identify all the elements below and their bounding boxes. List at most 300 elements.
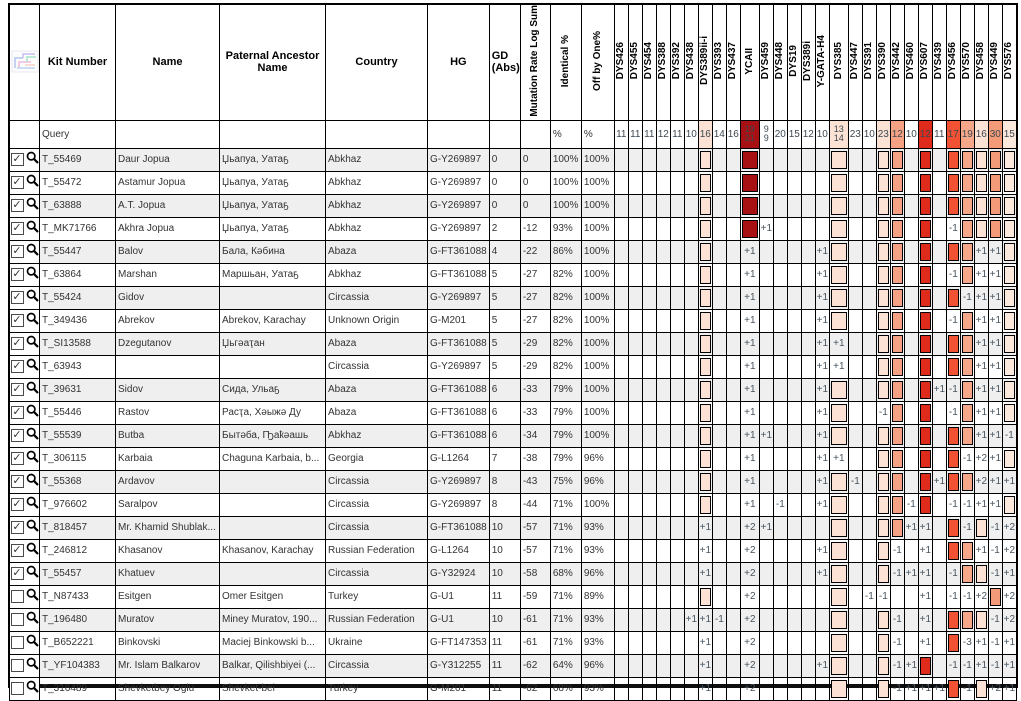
- marker-cell-dys389ii-i: [698, 424, 712, 447]
- marker-deviation: +2: [744, 545, 756, 557]
- marker-cell-dys437: [726, 493, 740, 516]
- marker-cell-dys392: [670, 585, 684, 608]
- gd-cell: 11: [489, 585, 520, 608]
- marker-cell-dys456: [946, 286, 960, 309]
- marker-box: [948, 680, 959, 698]
- hg-cell: G-Y269897: [428, 493, 490, 516]
- row-checkbox[interactable]: ✓: [12, 544, 22, 557]
- gd-cell: 6: [489, 378, 520, 401]
- row-select-cell: [10, 631, 40, 654]
- marker-cell-dys388: [656, 240, 670, 263]
- row-checkbox[interactable]: ✓: [12, 337, 22, 350]
- marker-cell-dys390: [876, 263, 890, 286]
- gd-cell: 7: [489, 447, 520, 470]
- marker-box: [892, 151, 903, 169]
- marker-deviation: +1: [1003, 637, 1016, 649]
- ancestor-cell: Miney Muratov, 190...: [220, 608, 326, 631]
- marker-cell-dys438: [684, 194, 698, 217]
- marker-cell-dys454: [642, 194, 656, 217]
- hg-cell: G-L1264: [428, 447, 490, 470]
- marker-deviation: -1: [962, 522, 972, 534]
- row-checkbox[interactable]: ✓: [12, 268, 22, 281]
- marker-cell-dys392: [670, 332, 684, 355]
- marker-cell-dys576: [1002, 194, 1016, 217]
- magnifier-icon[interactable]: [26, 404, 39, 422]
- identical-cell: 93%: [550, 217, 581, 240]
- marker-deviation: +1: [744, 453, 756, 465]
- marker-cell-dys393: [712, 631, 726, 654]
- row-checkbox[interactable]: ✓: [12, 452, 22, 465]
- query-identical-cell: %: [550, 120, 581, 148]
- off-by-one-cell: 100%: [581, 401, 614, 424]
- name-cell: Gidov: [116, 286, 220, 309]
- marker-box: [920, 289, 931, 307]
- row-checkbox[interactable]: [11, 613, 24, 626]
- marker-cell-dys389i: [801, 631, 815, 654]
- country-cell: Abkhaz: [326, 148, 428, 171]
- row-checkbox[interactable]: ✓: [12, 567, 22, 580]
- marker-cell-y-gata-h4: [815, 194, 829, 217]
- marker-box: [1004, 404, 1015, 422]
- marker-cell-dys576: [1002, 355, 1016, 378]
- marker-box: [948, 542, 959, 560]
- marker-cell-dys426: [614, 447, 628, 470]
- row-checkbox[interactable]: ✓: [12, 222, 22, 235]
- marker-cell-dys392: [670, 608, 684, 631]
- marker-box: [920, 657, 931, 675]
- marker-cell-dys455: [628, 654, 642, 677]
- marker-cell-dys389i: [801, 309, 815, 332]
- name-cell: Esitgen: [116, 585, 220, 608]
- marker-cell-dys392: [670, 562, 684, 585]
- marker-cell-dys390: [876, 286, 890, 309]
- magnifier-icon[interactable]: [26, 496, 39, 514]
- marker-cell-dys459: [759, 171, 773, 194]
- marker-cell-dys607: [918, 286, 932, 309]
- magnifier-icon[interactable]: [26, 542, 39, 560]
- row-select-cell: [10, 470, 40, 493]
- marker-cell-dys392: [670, 493, 684, 516]
- gd-cell: 2: [489, 217, 520, 240]
- marker-cell-dys570: [960, 378, 974, 401]
- row-select-cell: [10, 148, 40, 171]
- name-cell: Karbaia: [116, 447, 220, 470]
- marker-cell-dys426: [614, 677, 628, 700]
- row-checkbox[interactable]: ✓: [12, 291, 22, 304]
- marker-cell-dys456: [946, 516, 960, 539]
- marker-cell-dys385: [829, 240, 848, 263]
- marker-cell-dys389ii-i: [698, 516, 712, 539]
- kit-cell: T_976602: [40, 493, 116, 516]
- row-checkbox[interactable]: ✓: [12, 314, 22, 327]
- row-checkbox[interactable]: ✓: [12, 475, 22, 488]
- marker-cell-dys576: [1002, 516, 1016, 539]
- marker-deviation: +1: [816, 430, 829, 442]
- marker-box: [892, 381, 903, 399]
- marker-cell-dys442: [890, 378, 904, 401]
- row-checkbox[interactable]: [11, 590, 24, 603]
- marker-box: [892, 289, 903, 307]
- marker-cell-dys426: [614, 355, 628, 378]
- marker-cell-dys607: [918, 401, 932, 424]
- magnifier-icon[interactable]: [26, 634, 39, 652]
- marker-header-label: DYS460: [905, 42, 917, 80]
- marker-deviation: -1: [892, 545, 902, 557]
- marker-box: [831, 519, 847, 537]
- marker-cell-dys393: [712, 493, 726, 516]
- marker-cell-dys454: [642, 355, 656, 378]
- kit-cell: T_55539: [40, 424, 116, 447]
- column-header-label: HG: [450, 56, 467, 69]
- magnifier-icon[interactable]: [26, 450, 39, 468]
- marker-cell-dys442: [890, 631, 904, 654]
- marker-cell-dys456: [946, 194, 960, 217]
- row-checkbox[interactable]: ✓: [12, 176, 22, 189]
- ancestor-cell: Khasanov, Karachay: [220, 539, 326, 562]
- magnifier-icon[interactable]: [26, 519, 39, 537]
- marker-header-label: DYS458: [975, 42, 987, 80]
- marker-cell-dys607: [918, 332, 932, 355]
- marker-cell-dys390: [876, 240, 890, 263]
- marker-cell-dys389i: [801, 447, 815, 470]
- query-marker-ycaii: 19 21: [740, 120, 759, 148]
- marker-cell-dys393: [712, 378, 726, 401]
- row-checkbox[interactable]: [11, 636, 24, 649]
- magnifier-icon[interactable]: [26, 174, 39, 192]
- magnifier-icon[interactable]: [26, 588, 39, 606]
- marker-cell-dys388: [656, 562, 670, 585]
- marker-cell-dys455: [628, 240, 642, 263]
- ancestor-cell: Расҭа, Хәыжә Ду: [220, 401, 326, 424]
- marker-cell-dys448: [773, 631, 787, 654]
- marker-cell-dys454: [642, 447, 656, 470]
- table-row: [10, 562, 1017, 585]
- marker-cell-dys576: [1002, 539, 1016, 562]
- row-checkbox[interactable]: [11, 659, 24, 672]
- marker-cell-dys438: [684, 516, 698, 539]
- marker-deviation: -1: [990, 614, 1000, 626]
- ancestor-cell: [220, 562, 326, 585]
- marker-deviation: +1: [816, 384, 829, 396]
- marker-box: [962, 404, 973, 422]
- country-cell: Abkhaz: [326, 194, 428, 217]
- marker-box: [990, 588, 1001, 606]
- marker-cell-dys456: [946, 585, 960, 608]
- marker-box: [878, 220, 889, 238]
- marker-box: [700, 289, 711, 307]
- marker-cell-dys438: [684, 171, 698, 194]
- marker-deviation: +1: [975, 384, 988, 396]
- magnifier-icon[interactable]: [26, 335, 39, 353]
- marker-box: [878, 312, 889, 330]
- country-cell: Abkhaz: [326, 263, 428, 286]
- marker-cell-dys576: [1002, 562, 1016, 585]
- marker-deviation: +1: [905, 522, 918, 534]
- marker-cell-dys19: [787, 516, 801, 539]
- marker-deviation: +1: [744, 292, 756, 304]
- marker-cell-dys458: [974, 447, 988, 470]
- marker-deviation: +1: [816, 292, 829, 304]
- marker-cell-dys454: [642, 424, 656, 447]
- kit-cell: T_55447: [40, 240, 116, 263]
- marker-cell-dys447: [848, 378, 862, 401]
- marker-header-label: DYS426: [615, 42, 627, 80]
- marker-cell-dys454: [642, 171, 656, 194]
- marker-deviation: +2: [989, 683, 1002, 695]
- marker-deviation: -1: [948, 660, 958, 672]
- marker-cell-dys449: [988, 447, 1002, 470]
- marker-cell-dys447: [848, 217, 862, 240]
- marker-cell-dys607: [918, 677, 932, 700]
- marker-cell-dys390: [876, 424, 890, 447]
- marker-box: [892, 266, 903, 284]
- mutation-rate-cell: -62: [520, 677, 550, 700]
- row-checkbox[interactable]: ✓: [12, 406, 22, 419]
- column-header-dys460: [904, 5, 918, 121]
- marker-cell-dys389i: [801, 516, 815, 539]
- marker-header-label: DYS393: [713, 42, 725, 80]
- row-checkbox[interactable]: [11, 682, 24, 695]
- marker-cell-dys447: [848, 263, 862, 286]
- marker-cell-dys388: [656, 286, 670, 309]
- marker-box: [962, 542, 973, 560]
- marker-cell-dys460: [904, 240, 918, 263]
- query-marker-dys388: 12: [656, 120, 670, 148]
- marker-cell-dys439: [932, 654, 946, 677]
- row-select-cell: [10, 562, 40, 585]
- off-by-one-cell: 100%: [581, 309, 614, 332]
- magnifier-icon[interactable]: [26, 197, 39, 215]
- hg-cell: G-FT361088: [428, 516, 490, 539]
- ancestor-cell: Џьапуа, Уатаҕ: [220, 171, 326, 194]
- row-checkbox[interactable]: ✓: [12, 360, 22, 373]
- column-header-hg: [428, 5, 490, 121]
- marker-cell-dys391: [862, 355, 876, 378]
- marker-cell-dys392: [670, 194, 684, 217]
- marker-box: [700, 496, 711, 514]
- row-checkbox[interactable]: ✓: [12, 383, 22, 396]
- marker-cell-dys458: [974, 148, 988, 171]
- marker-cell-dys607: [918, 631, 932, 654]
- identical-cell: 100%: [550, 171, 581, 194]
- marker-box: [990, 151, 1001, 169]
- marker-cell-dys439: [932, 401, 946, 424]
- identical-cell: 79%: [550, 447, 581, 470]
- mutation-rate-cell: -59: [520, 585, 550, 608]
- marker-box: [948, 197, 959, 215]
- query-marker-dys454: 11: [642, 120, 656, 148]
- column-header-dys454: [642, 5, 656, 121]
- row-checkbox[interactable]: ✓: [12, 521, 22, 534]
- marker-cell-dys389ii-i: [698, 401, 712, 424]
- marker-cell-dys570: [960, 493, 974, 516]
- marker-cell-dys438: [684, 447, 698, 470]
- magnifier-icon[interactable]: [26, 151, 39, 169]
- marker-cell-dys442: [890, 493, 904, 516]
- magnifier-icon[interactable]: [26, 611, 39, 629]
- marker-cell-dys448: [773, 539, 787, 562]
- magnifier-icon[interactable]: [26, 312, 39, 330]
- marker-box: [948, 151, 959, 169]
- mutation-rate-cell: -29: [520, 355, 550, 378]
- marker-cell-ycaii: [740, 654, 759, 677]
- magnifier-icon[interactable]: [26, 473, 39, 491]
- country-cell: Abaza: [326, 240, 428, 263]
- query-marker-dys447: 23: [848, 120, 862, 148]
- ancestor-cell: Balkar, Qilishbiyei (...: [220, 654, 326, 677]
- marker-cell-dys449: [988, 194, 1002, 217]
- row-checkbox[interactable]: ✓: [12, 153, 22, 166]
- marker-cell-dys448: [773, 378, 787, 401]
- marker-cell-dys570: [960, 286, 974, 309]
- marker-cell-dys448: [773, 424, 787, 447]
- marker-deviation: +1: [816, 407, 829, 419]
- magnifier-icon[interactable]: [26, 289, 39, 307]
- magnifier-icon[interactable]: [26, 381, 39, 399]
- query-marker-dys19: 15: [787, 120, 801, 148]
- marker-box: [878, 174, 889, 192]
- marker-deviation: +1: [919, 591, 932, 603]
- marker-cell-dys389i: [801, 332, 815, 355]
- column-header-label: Off by One%: [591, 30, 603, 91]
- marker-cell-dys393: [712, 332, 726, 355]
- marker-box: [892, 312, 903, 330]
- table-row: [10, 263, 1017, 286]
- marker-cell-dys454: [642, 378, 656, 401]
- table-row: [10, 171, 1017, 194]
- marker-cell-dys438: [684, 654, 698, 677]
- row-select-cell: [10, 424, 40, 447]
- marker-cell-dys455: [628, 217, 642, 240]
- marker-cell-dys442: [890, 355, 904, 378]
- off-by-one-cell: 100%: [581, 148, 614, 171]
- off-by-one-cell: 96%: [581, 562, 614, 585]
- mutation-rate-cell: -38: [520, 447, 550, 470]
- marker-cell-dys439: [932, 240, 946, 263]
- marker-box: [878, 519, 889, 537]
- row-checkbox[interactable]: ✓: [12, 498, 22, 511]
- gd-cell: 10: [489, 539, 520, 562]
- marker-cell-dys570: [960, 608, 974, 631]
- marker-cell-dys439: [932, 516, 946, 539]
- marker-deviation: -1: [948, 499, 958, 511]
- magnifier-icon[interactable]: [26, 565, 39, 583]
- marker-cell-dys448: [773, 608, 787, 631]
- marker-deviation: +1: [1003, 660, 1016, 672]
- marker-box: [1004, 358, 1015, 376]
- marker-cell-dys570: [960, 217, 974, 240]
- magnifier-icon[interactable]: [26, 680, 39, 698]
- identical-cell: 86%: [550, 240, 581, 263]
- magnifier-icon[interactable]: [26, 266, 39, 284]
- marker-cell-dys389i: [801, 562, 815, 585]
- marker-cell-dys576: [1002, 217, 1016, 240]
- query-marker-dys576: 15: [1002, 120, 1016, 148]
- marker-cell-dys437: [726, 585, 740, 608]
- off-by-one-cell: 93%: [581, 631, 614, 654]
- marker-cell-dys458: [974, 217, 988, 240]
- marker-cell-dys390: [876, 447, 890, 470]
- marker-cell-ycaii: [740, 562, 759, 585]
- marker-deviation: +1: [816, 660, 829, 672]
- marker-header-label: DYS448: [774, 42, 786, 80]
- marker-box: [700, 427, 711, 445]
- identical-cell: 82%: [550, 263, 581, 286]
- column-header-offbyone: [581, 5, 614, 121]
- marker-cell-dys438: [684, 332, 698, 355]
- marker-cell-dys385: [829, 401, 848, 424]
- marker-deviation: -1: [990, 522, 1000, 534]
- marker-cell-dys455: [628, 493, 642, 516]
- row-checkbox[interactable]: ✓: [12, 429, 22, 442]
- marker-deviation: +2: [744, 591, 756, 603]
- marker-cell-dys456: [946, 240, 960, 263]
- marker-cell-dys460: [904, 286, 918, 309]
- marker-deviation: +1: [905, 660, 918, 672]
- marker-cell-dys459: [759, 263, 773, 286]
- marker-deviation: +2: [975, 476, 988, 488]
- marker-cell-dys607: [918, 516, 932, 539]
- row-checkbox[interactable]: ✓: [12, 199, 22, 212]
- marker-header-label: DYS391: [863, 42, 875, 80]
- marker-cell-dys389i: [801, 194, 815, 217]
- marker-deviation: +1: [919, 614, 932, 626]
- magnifier-icon[interactable]: [26, 358, 39, 376]
- marker-box: [831, 611, 847, 629]
- marker-cell-dys388: [656, 309, 670, 332]
- marker-cell-dys447: [848, 355, 862, 378]
- marker-cell-dys392: [670, 654, 684, 677]
- column-header-kit: [40, 5, 116, 121]
- marker-cell-dys19: [787, 447, 801, 470]
- marker-deviation: +1: [699, 568, 712, 580]
- magnifier-icon[interactable]: [26, 657, 39, 675]
- row-checkbox[interactable]: ✓: [12, 245, 22, 258]
- column-header-dys393: [712, 5, 726, 121]
- marker-cell-dys392: [670, 447, 684, 470]
- identical-cell: 64%: [550, 654, 581, 677]
- magnifier-icon[interactable]: [26, 220, 39, 238]
- query-marker-dys391: 10: [862, 120, 876, 148]
- query-country-cell: [326, 120, 428, 148]
- marker-deviation: +2: [1003, 522, 1016, 534]
- marker-cell-dys442: [890, 332, 904, 355]
- marker-box: [976, 519, 987, 537]
- magnifier-icon[interactable]: [26, 243, 39, 261]
- marker-cell-dys390: [876, 631, 890, 654]
- marker-cell-dys447: [848, 401, 862, 424]
- marker-cell-dys447: [848, 447, 862, 470]
- country-cell: Circassia: [326, 470, 428, 493]
- gd-cell: 10: [489, 562, 520, 585]
- magnifier-icon[interactable]: [26, 427, 39, 445]
- marker-cell-dys389i: [801, 424, 815, 447]
- marker-cell-dys388: [656, 424, 670, 447]
- identical-cell: 100%: [550, 148, 581, 171]
- marker-cell-dys607: [918, 539, 932, 562]
- marker-cell-dys19: [787, 654, 801, 677]
- marker-cell-dys442: [890, 424, 904, 447]
- marker-cell-dys570: [960, 263, 974, 286]
- ancestor-cell: Џьапуа, Уатаҕ: [220, 194, 326, 217]
- marker-cell-dys389ii-i: [698, 332, 712, 355]
- marker-cell-dys570: [960, 516, 974, 539]
- off-by-one-cell: 100%: [581, 171, 614, 194]
- query-mut-cell: [520, 120, 550, 148]
- marker-box: [700, 197, 711, 215]
- marker-deviation: +1: [816, 568, 829, 580]
- marker-cell-y-gata-h4: [815, 401, 829, 424]
